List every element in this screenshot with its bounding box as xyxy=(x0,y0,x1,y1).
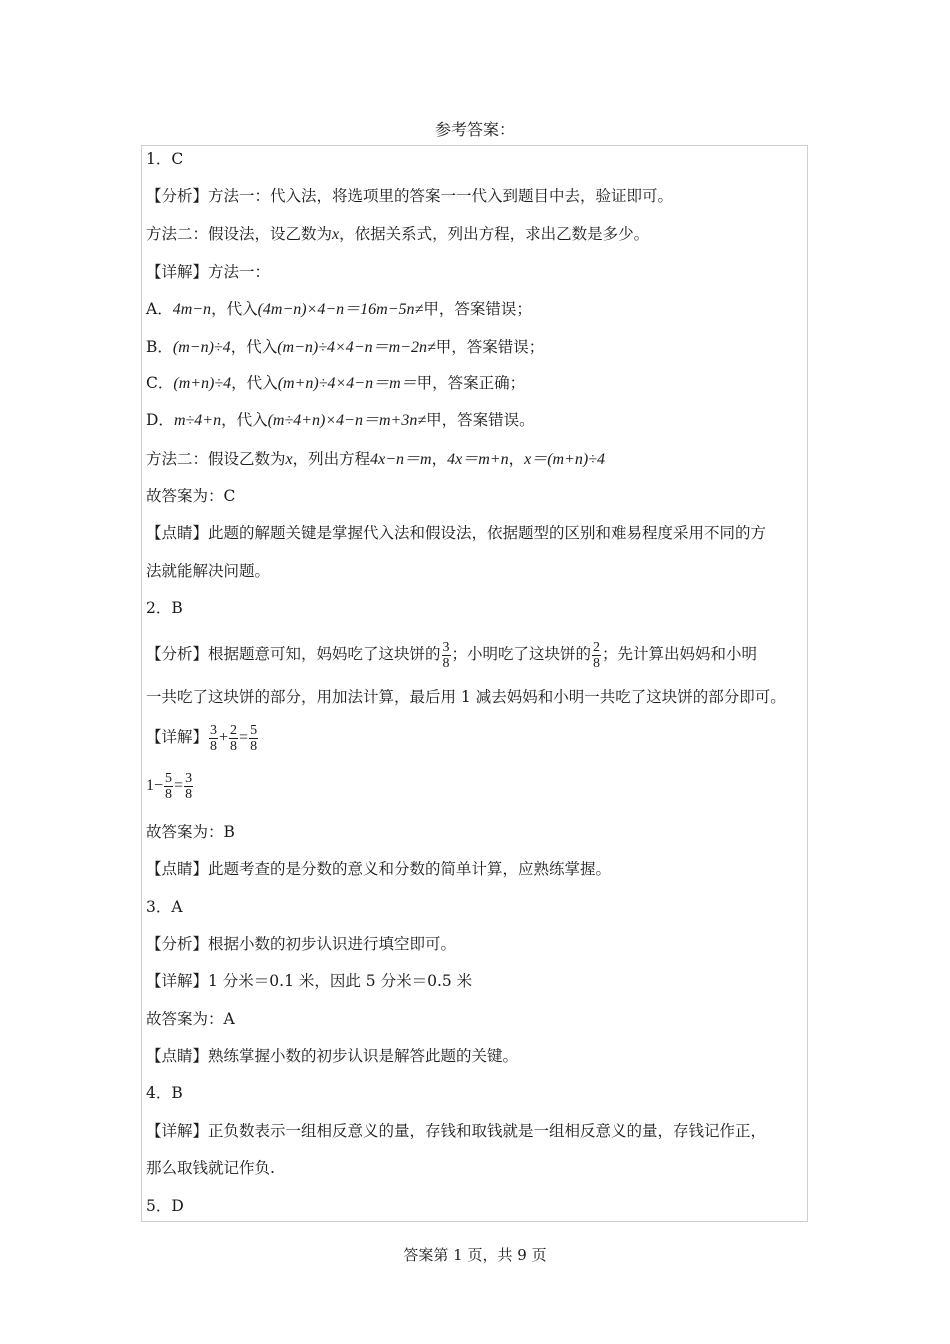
option-d-check: D．m÷4+n，代入(m÷4+n)×4−n＝m+3n≠甲，答案错误。 xyxy=(146,411,535,429)
fraction-3-8: $\frac{3}{8}$ xyxy=(442,639,450,671)
answer-5-label: 5．D xyxy=(146,1197,184,1215)
answer-2-final: 故答案为：B xyxy=(146,823,235,841)
comment-3: 【点睛】熟练掌握小数的初步认识是解答此题的关键。 xyxy=(146,1047,519,1065)
page-title: 参考答案： xyxy=(434,120,515,139)
analysis-3: 【分析】根据小数的初步认识进行填空即可。 xyxy=(146,935,457,953)
page-footer: 答案第 1 页，共 9 页 xyxy=(403,1246,547,1264)
answer-3-label: 3．A xyxy=(146,898,183,916)
answer-1-label: 1．C xyxy=(146,150,184,168)
analysis-2-line1: 【分析】根据题意可知，妈妈吃了这块饼的 $\frac{3}{8}$ ；小明吃了这块饼的 $\frac{2}{8}$ ；先计算出妈妈和小明 xyxy=(146,639,758,671)
option-b-check: B．(m−n)÷4，代入(m−n)÷4×4−n＝m−2n≠甲，答案错误； xyxy=(146,338,545,356)
detail-4-line2: 那么取钱就记作负. xyxy=(146,1159,275,1177)
answer-1-final: 故答案为：C xyxy=(146,487,236,505)
option-a-check: A．4m−n，代入(4m−n)×4−n＝16m−5n≠甲，答案错误； xyxy=(146,300,532,318)
detail-2-difference: 1− $\frac{5}{8}$ = $\frac{3}{8}$ xyxy=(146,770,193,802)
answer-3-final: 故答案为：A xyxy=(146,1010,235,1028)
answer-2-label: 2．B xyxy=(146,599,183,617)
option-c-check: C．(m+n)÷4，代入(m+n)÷4×4−n＝m＝甲，答案正确； xyxy=(146,374,526,392)
comment-2: 【点睛】此题考查的是分数的意义和分数的简单计算，应熟练掌握。 xyxy=(146,860,612,878)
comment-1-line1: 【点睛】此题的解题关键是掌握代入法和假设法，依据题型的区别和难易程度采用不同的方 xyxy=(146,524,767,542)
detail-2-sum: 【详解】 $\frac{3}{8}$ + $\frac{2}{8}$ = $\frac{5}{8}$ xyxy=(146,722,258,754)
detail-4-line1: 【详解】正负数表示一组相反意义的量，存钱和取钱就是一组相反意义的量，存钱记作正， xyxy=(146,1122,767,1140)
detail-1-heading: 【详解】方法一： xyxy=(146,263,271,281)
comment-1-line2: 法就能解决问题。 xyxy=(146,562,271,580)
analysis-1: 【分析】方法一：代入法，将选项里的答案一一代入到题目中去，验证即可。 xyxy=(146,187,674,205)
detail-3: 【详解】1 分米＝0.1 米，因此 5 分米＝0.5 米 xyxy=(146,972,473,990)
analysis-2-line2: 一共吃了这块饼的部分，用加法计算，最后用 1 减去妈妈和小明一共吃了这块饼的部分即可。 xyxy=(146,688,786,706)
method2-intro: 方法二：假设法，设乙数为x，依据关系式，列出方程，求出乙数是多少。 xyxy=(146,225,650,243)
answer-4-label: 4．B xyxy=(146,1084,183,1102)
fraction-2-8: $\frac{2}{8}$ xyxy=(593,639,601,671)
method2-equation: 方法二：假设乙数为x，列出方程4x−n＝m，4x＝m+n，x＝(m+n)÷4 xyxy=(146,450,606,468)
